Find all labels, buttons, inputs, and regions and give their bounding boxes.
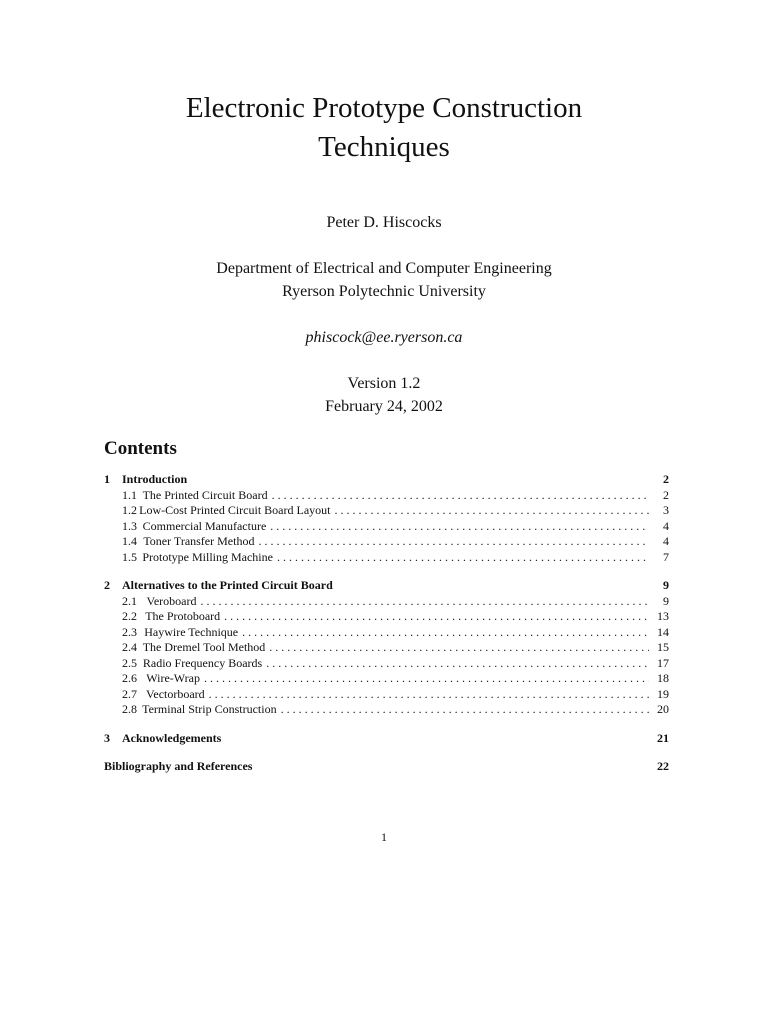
toc-entry-terminal-strip[interactable] xyxy=(104,702,669,718)
toc-page-number: 2 xyxy=(663,472,669,486)
toc-page-number: 4 xyxy=(663,534,669,548)
toc-section-acknowledgements[interactable] xyxy=(104,731,669,747)
toc-entry-title: Wire-Wrap xyxy=(146,671,200,685)
document-date: February 24, 2002 xyxy=(325,398,443,415)
toc-section-alternatives[interactable] xyxy=(104,578,669,594)
department: Department of Electrical and Computer Engineering xyxy=(216,260,552,277)
toc-entry-number: 1.5 xyxy=(122,549,137,564)
toc-entry-title: Prototype Milling Machine xyxy=(142,549,273,564)
toc-page-number: 9 xyxy=(663,578,669,592)
toc-entry-haywire[interactable] xyxy=(104,625,669,641)
toc-entry-number: 2.4 xyxy=(122,640,137,654)
dot-leader xyxy=(277,550,649,566)
toc-entry-title: Commercial Manufacture xyxy=(142,518,267,533)
toc-page-number: 21 xyxy=(657,730,669,745)
toc-entry-commercial-manufacture[interactable] xyxy=(104,519,669,535)
dot-leader xyxy=(270,519,649,535)
toc-page-number: 15 xyxy=(657,640,669,654)
dot-leader xyxy=(269,640,649,656)
toc-section-introduction[interactable] xyxy=(104,472,669,488)
toc-entry-number: 1.4 xyxy=(122,534,137,548)
dot-leader xyxy=(242,625,649,641)
university: Ryerson Polytechnic University xyxy=(282,283,486,300)
title-line-2: Techniques xyxy=(318,131,450,163)
affiliation xyxy=(0,257,768,303)
dot-leader xyxy=(258,534,649,550)
toc-entry-number: 2.6 xyxy=(122,671,137,685)
toc-section-title: Introduction xyxy=(122,472,188,486)
toc-entry-title: Terminal Strip Construction xyxy=(142,702,277,716)
toc-entry-veroboard[interactable] xyxy=(104,594,669,610)
toc-entry-title: Toner Transfer Method xyxy=(143,534,255,548)
toc-section-number: 2 xyxy=(104,578,110,592)
toc-entry-title: The Dremel Tool Method xyxy=(142,640,266,654)
toc-entry-milling-machine[interactable] xyxy=(104,550,669,566)
toc-entry-number: 2.5 xyxy=(122,655,137,670)
dot-leader xyxy=(272,488,649,504)
toc-entry-number: 1.2 xyxy=(122,503,137,517)
toc-entry-number: 1.1 xyxy=(122,487,137,502)
toc-page-number: 2 xyxy=(663,487,669,502)
toc-page-number: 22 xyxy=(657,759,669,773)
dot-leader xyxy=(266,656,649,672)
toc-section-bibliography[interactable] xyxy=(104,759,669,775)
toc-entry-title: Veroboard xyxy=(146,593,197,608)
toc-entry-title: Low-Cost Printed Circuit Board Layout xyxy=(139,503,331,517)
toc-entry-printed-circuit-board[interactable] xyxy=(104,488,669,504)
toc-section-title: Acknowledgements xyxy=(122,730,222,745)
toc-entry-toner-transfer[interactable] xyxy=(104,534,669,550)
toc-page-number: 17 xyxy=(657,655,669,670)
dot-leader xyxy=(281,702,649,718)
toc-entry-title: Radio Frequency Boards xyxy=(142,655,263,670)
toc-page-number: 7 xyxy=(663,549,669,564)
toc-page-number: 18 xyxy=(657,671,669,685)
toc-entry-number: 2.2 xyxy=(122,609,137,623)
dot-leader xyxy=(204,671,649,687)
toc-entry-number: 2.7 xyxy=(122,686,137,701)
toc-page-number: 4 xyxy=(663,518,669,533)
toc-entry-title: Haywire Technique xyxy=(144,624,239,639)
toc-entry-dremel[interactable] xyxy=(104,640,669,656)
toc-page-number: 20 xyxy=(657,702,669,716)
contents-heading: Contents xyxy=(104,438,177,459)
page-number: 1 xyxy=(381,830,387,844)
toc-entry-title: The Protoboard xyxy=(145,609,221,623)
toc-page-number: 3 xyxy=(663,503,669,517)
toc-page-number: 19 xyxy=(657,686,669,701)
version-block xyxy=(0,372,768,418)
document-title xyxy=(0,89,768,167)
toc-entry-number: 2.3 xyxy=(122,624,137,639)
toc-entry-number: 2.8 xyxy=(122,702,137,716)
author-name: Peter D. Hiscocks xyxy=(326,214,442,231)
title-line-1: Electronic Prototype Construction xyxy=(185,92,583,124)
toc-page-number: 14 xyxy=(657,624,669,639)
toc-section-number: 3 xyxy=(104,730,110,745)
dot-leader xyxy=(224,609,649,625)
toc-entry-number: 1.3 xyxy=(122,518,137,533)
toc-entry-title: The Printed Circuit Board xyxy=(142,487,268,502)
dot-leader xyxy=(334,503,649,519)
dot-leader xyxy=(200,594,649,610)
toc-page-number: 9 xyxy=(663,593,669,608)
toc-entry-title: Vectorboard xyxy=(146,686,205,701)
toc-entry-wire-wrap[interactable] xyxy=(104,671,669,687)
toc-section-title: Alternatives to the Printed Circuit Board xyxy=(122,578,333,592)
toc-entry-number: 2.1 xyxy=(122,593,137,608)
toc-entry-protoboard[interactable] xyxy=(104,609,669,625)
toc-section-title: Bibliography and References xyxy=(104,759,253,773)
toc-section-number: 1 xyxy=(104,472,110,486)
toc-entry-low-cost-layout[interactable] xyxy=(104,503,669,519)
version-label: Version 1.2 xyxy=(347,375,421,392)
toc-entry-vectorboard[interactable] xyxy=(104,687,669,703)
toc-entry-radio-frequency[interactable] xyxy=(104,656,669,672)
table-of-contents xyxy=(104,472,669,775)
toc-page-number: 13 xyxy=(657,609,669,623)
author-email: phiscock@ee.ryerson.ca xyxy=(305,329,463,346)
dot-leader xyxy=(209,687,649,703)
